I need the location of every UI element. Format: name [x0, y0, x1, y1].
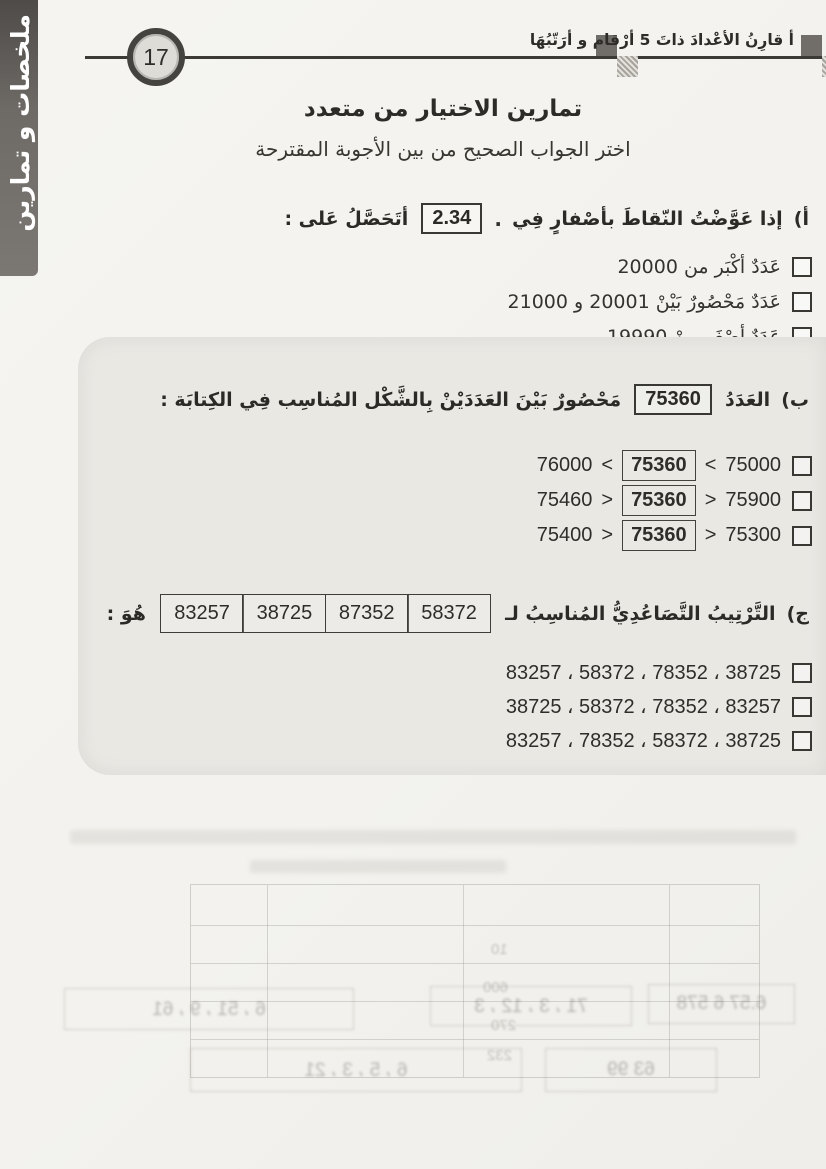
number-sequence: 38725 ، 58372 ، 78352 ، 83257 [505, 696, 781, 718]
number-cell: 58372 [407, 594, 491, 633]
bleed-grid-line [191, 1001, 759, 1002]
page-number: 17 [143, 43, 169, 70]
bleed-text-ghost [70, 830, 796, 844]
number: 75000 [725, 454, 781, 476]
option-label: عَدَدٌ مَحْصُورٌ بَيْنْ 20001 و 21000 [507, 291, 781, 313]
checkbox[interactable] [792, 491, 812, 511]
number-cell: 87352 [325, 594, 409, 633]
checkbox[interactable] [792, 257, 812, 277]
question-c-text-before: التَّرْتِيبُ التَّصَاعُدِيُّ المُناسِبُ لـ [505, 602, 776, 625]
question-b-option-row [537, 520, 812, 551]
checkbox[interactable] [792, 731, 812, 751]
bleed-grid-line [191, 963, 759, 964]
question-c-text-after: هُوَ : [106, 602, 146, 625]
bleed-number: 270 [491, 1017, 517, 1034]
number: 75300 [725, 524, 781, 546]
bleed-grid-line [463, 885, 464, 1077]
question-a-dot: . [494, 206, 503, 231]
inequality-expression [537, 520, 781, 551]
question-b-option-row [537, 485, 812, 516]
checkbox[interactable] [792, 456, 812, 476]
number-cells-strip [160, 594, 491, 633]
question-a-option-row [617, 256, 812, 278]
operator: > [601, 524, 614, 546]
bleed-grid-line [191, 1039, 759, 1040]
bleed-table-ghost [190, 884, 760, 1078]
question-b-text-after: مَحْصُورٌ بَيْنَ العَدَدَيْنْ بِالشَّكْل المُناسِب فِي الكِتابَة : [160, 388, 622, 411]
question-a-marker: أ) [793, 207, 809, 230]
operator: > [704, 489, 717, 511]
bleed-number: 600 [483, 979, 509, 996]
checkbox[interactable] [792, 526, 812, 546]
question-a-text-before: إذا عَوَّضْتُ النّقاطَ بأصْفارٍ فِي [512, 207, 783, 230]
question-a-option-row [508, 291, 812, 313]
bleed-answer-strip: 6 ، 51 ، 9 ، 61 [64, 988, 354, 1030]
operator: < [601, 454, 614, 476]
number: 75400 [536, 524, 593, 546]
question-c-option-row [506, 728, 812, 753]
question-c-option-row [506, 694, 812, 719]
checkbox[interactable] [792, 292, 812, 312]
question-a-text-after: أتَحَصَّلُ عَلى : [284, 207, 409, 230]
question-b-line [157, 384, 812, 415]
inequality-expression [537, 450, 781, 481]
number-cell: 83257 [160, 594, 244, 633]
number-sequence: 83257 ، 78352 ، 58372 ، 38725 [505, 730, 781, 752]
bleed-answer-strip: 6.57 6 578 [648, 984, 795, 1024]
bleed-text-ghost [250, 860, 506, 873]
question-b-marker: ب) [781, 388, 809, 411]
option-label: عَدَدٌ أكْبَر من 20000 [617, 256, 781, 278]
question-c-marker: ج) [786, 602, 809, 625]
chapter-side-tab [0, 0, 38, 276]
checker-quadrant [617, 56, 638, 77]
question-a-number-box: 2.34 [421, 203, 482, 234]
lesson-title: أ قارِنُ الأعْدادَ ذاتَ 5 أرْقام و أرَتّبُهَا [529, 31, 794, 49]
question-c-line [104, 594, 812, 633]
checker-square-icon [801, 35, 826, 77]
boxed-number: 75360 [622, 485, 696, 516]
question-a-line [281, 203, 812, 234]
checker-quadrant [801, 35, 822, 56]
number-sequence: 83257 ، 58372 ، 78352 ، 38725 [505, 662, 781, 684]
header-rule [85, 56, 826, 59]
bleed-answer-strip: 71 ، 3 ، 12 ، 3 [430, 986, 632, 1026]
checker-quadrant [822, 56, 826, 77]
bleed-grid-line [267, 885, 268, 1077]
side-tab-label: ملخصات و تمارين [6, 14, 35, 232]
bleed-number: 10 [491, 941, 508, 958]
boxed-number: 75360 [622, 450, 696, 481]
number: 75460 [536, 489, 593, 511]
bleed-answer-strip: 6 ، 5 ، 3 ، 21 [190, 1048, 522, 1092]
exercise-section-title: تمارين الاختيار من متعدد [303, 96, 583, 122]
bleed-answer-strip: 63 99 [545, 1048, 717, 1092]
number: 76000 [536, 454, 593, 476]
question-b-option-row [537, 450, 812, 481]
bleed-grid-line [191, 925, 759, 926]
bleed-number: 232 [487, 1047, 513, 1064]
checkbox[interactable] [792, 697, 812, 717]
bleed-grid-line [669, 885, 670, 1077]
question-c-option-row [506, 660, 812, 685]
inequality-expression [537, 485, 781, 516]
question-b-number-box: 75360 [634, 384, 712, 415]
operator: > [704, 524, 717, 546]
checkbox[interactable] [792, 663, 812, 683]
number-cell: 38725 [242, 594, 326, 633]
boxed-number: 75360 [622, 520, 696, 551]
page-number-badge [127, 28, 185, 86]
exercise-instruction: اختر الجواب الصحيح من بين الأجوبة المقترحة [255, 137, 631, 161]
question-b-text-before: العَدَدُ [725, 388, 771, 411]
number: 75900 [725, 489, 781, 511]
operator: > [601, 489, 614, 511]
operator: < [704, 454, 717, 476]
